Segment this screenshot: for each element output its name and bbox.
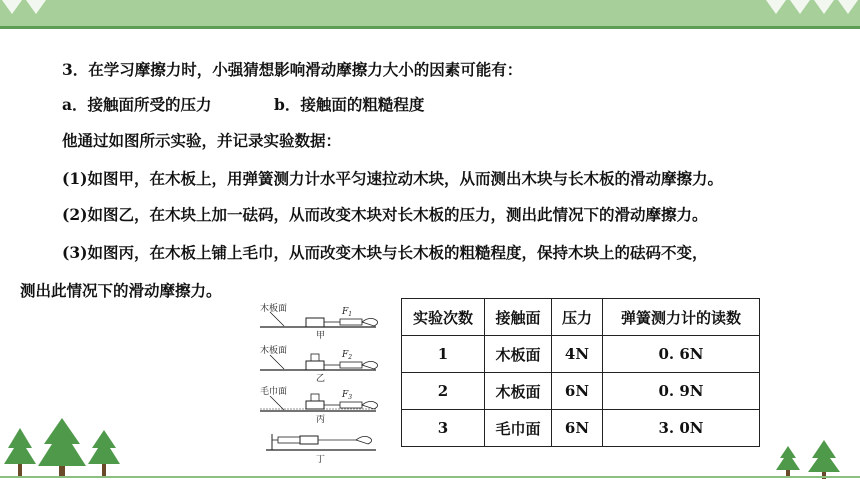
- panel-1-force-label: $F_1$: [342, 307, 353, 318]
- tree-left-icon: [0, 418, 130, 480]
- step-1: [62, 169, 723, 189]
- table-row: [402, 410, 760, 447]
- cell-trial: 3: [402, 410, 485, 447]
- step-2-text: 如图乙，在木块上加一砝码，从而改变木块对长木板的压力，测出此情况下的滑动摩擦力。: [87, 205, 708, 224]
- header-trial: 实验次数: [402, 299, 485, 336]
- cell-reading: 3. 0N: [603, 410, 760, 447]
- option-a: a．接触面所受的压力: [62, 95, 212, 114]
- footer-line: [0, 476, 860, 478]
- step-1-number: (1): [62, 169, 88, 188]
- cell-reading: 0. 6N: [603, 336, 760, 373]
- cell-reading: 0. 9N: [603, 373, 760, 410]
- table-row: [402, 373, 760, 410]
- cell-trial: 2: [402, 373, 485, 410]
- step-2: [62, 205, 707, 225]
- cell-pressure: 6N: [552, 410, 603, 447]
- option-b: b．接触面的粗糙程度: [274, 95, 425, 114]
- cell-surface: 木板面: [485, 373, 552, 410]
- step-2-number: (2): [62, 205, 88, 224]
- panel-ding: [266, 434, 376, 465]
- header-surface: 接触面: [485, 299, 552, 336]
- panel-bing: [260, 385, 378, 425]
- header-reading: 弹簧测力计的读数: [603, 299, 760, 336]
- question-line-3: 他通过如图所示实验，并记录实验数据：: [62, 131, 342, 150]
- table-row: [402, 336, 760, 373]
- panel-2-caption: 乙: [316, 374, 326, 384]
- header-triangles: [0, 0, 860, 26]
- cell-surface: 毛巾面: [485, 410, 552, 447]
- panel-1-caption: 甲: [316, 331, 326, 341]
- step-3-continued: 测出此情况下的滑动摩擦力。: [20, 281, 222, 300]
- panel-jia: [260, 302, 378, 341]
- panel-yi: [260, 344, 378, 384]
- panel-2-surface-label: 木板面: [260, 346, 288, 356]
- header-stripe: [0, 26, 860, 29]
- question-line-1: 3．在学习摩擦力时，小强猜想影响滑动摩擦力大小的因素可能有：: [62, 60, 523, 79]
- panel-1-surface-label: 木板面: [260, 304, 288, 314]
- step-3: [62, 243, 707, 263]
- table-header-row: [402, 299, 760, 336]
- step-1-text: 如图甲，在木板上，用弹簧测力计水平匀速拉动木块，从而测出木块与长木板的滑动摩擦力。: [87, 169, 723, 188]
- step-3-number: (3): [62, 243, 88, 262]
- cell-trial: 1: [402, 336, 485, 373]
- cell-pressure: 6N: [552, 373, 603, 410]
- experiment-data-table: [401, 298, 760, 447]
- panel-3-caption: 丙: [316, 415, 326, 425]
- panel-2-force-label: $F_2$: [342, 350, 353, 361]
- panel-3-surface-label: 毛巾面: [260, 387, 288, 397]
- panel-4-caption: 丁: [316, 455, 326, 465]
- panel-3-force-label: $F_3$: [342, 390, 353, 401]
- cell-pressure: 4N: [552, 336, 603, 373]
- step-3-text: 如图丙，在木板上铺上毛巾，从而改变木块与长木板的粗糙程度，保持木块上的砝码不变，: [87, 243, 708, 262]
- experiment-figure: [258, 300, 393, 470]
- cell-surface: 木板面: [485, 336, 552, 373]
- header-pressure: 压力: [552, 299, 603, 336]
- tree-right-icon: [770, 438, 860, 480]
